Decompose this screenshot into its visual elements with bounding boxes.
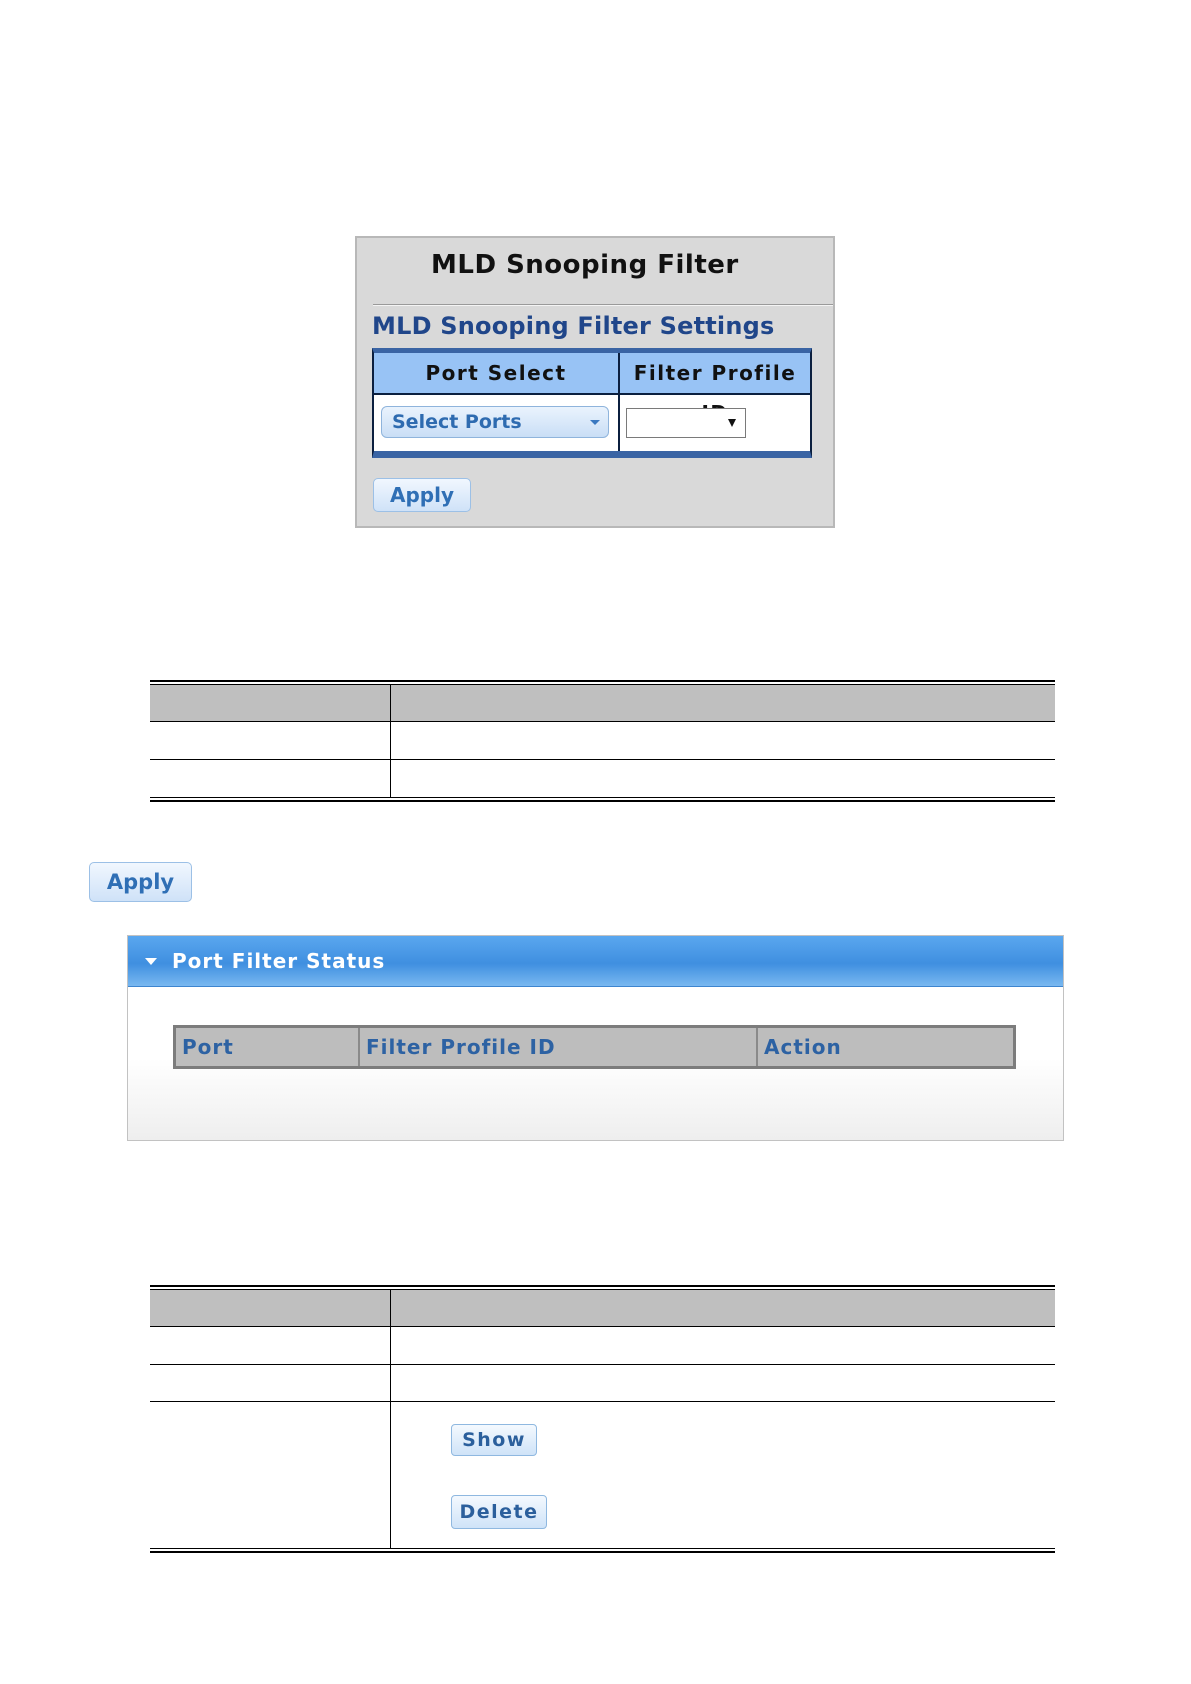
select-ports-dropdown[interactable] bbox=[381, 406, 609, 438]
filter-settings-table bbox=[372, 348, 812, 458]
row-divider bbox=[150, 1326, 1055, 1327]
column-header-filter-profile-id: Filter Profile ID bbox=[366, 1035, 556, 1059]
collapse-triangle-icon[interactable] bbox=[145, 958, 157, 965]
row-divider bbox=[150, 759, 1055, 760]
column-header-port: Port bbox=[182, 1035, 234, 1059]
panel-title: MLD Snooping Filter bbox=[431, 250, 739, 280]
table-header-row bbox=[150, 1290, 1055, 1326]
panel-header[interactable] bbox=[128, 936, 1063, 987]
table-header-row bbox=[150, 685, 1055, 721]
mld-snooping-filter-panel bbox=[355, 236, 835, 528]
column-header-action: Action bbox=[764, 1035, 842, 1059]
select-ports-label: Select Ports bbox=[392, 411, 522, 433]
column-header-port-select: Port Select bbox=[425, 361, 567, 385]
description-table-1 bbox=[150, 680, 1055, 806]
title-divider bbox=[373, 304, 833, 306]
row-divider bbox=[150, 721, 1055, 722]
table-bottom-rule-inner bbox=[150, 1548, 1055, 1549]
dropdown-arrow-icon bbox=[728, 419, 736, 427]
column-divider bbox=[390, 1290, 391, 1548]
delete-button[interactable]: Delete bbox=[451, 1495, 547, 1529]
column-header-filter-profile-id: Filter Profile bbox=[633, 361, 797, 385]
apply-button-example[interactable]: Apply bbox=[89, 862, 192, 902]
column-divider bbox=[618, 353, 620, 451]
panel-title: Port Filter Status bbox=[172, 949, 386, 973]
port-filter-status-table bbox=[173, 1025, 1016, 1069]
chevron-down-icon bbox=[590, 420, 600, 425]
description-table-2 bbox=[150, 1285, 1055, 1557]
table-top-rule bbox=[150, 680, 1055, 682]
apply-button[interactable]: Apply bbox=[373, 478, 471, 512]
table-header-row bbox=[374, 353, 810, 395]
settings-subtitle: MLD Snooping Filter Settings bbox=[372, 312, 775, 340]
table-bottom-rule bbox=[150, 1551, 1055, 1553]
table-bottom-rule-inner bbox=[150, 797, 1055, 798]
row-divider bbox=[150, 1401, 1055, 1402]
filter-profile-id-select[interactable] bbox=[626, 408, 746, 438]
column-divider bbox=[390, 685, 391, 798]
table-bottom-rule bbox=[150, 800, 1055, 802]
row-divider bbox=[150, 1364, 1055, 1365]
port-filter-status-panel bbox=[127, 935, 1064, 1141]
table-top-rule bbox=[150, 1285, 1055, 1287]
show-button[interactable]: Show bbox=[451, 1424, 537, 1456]
